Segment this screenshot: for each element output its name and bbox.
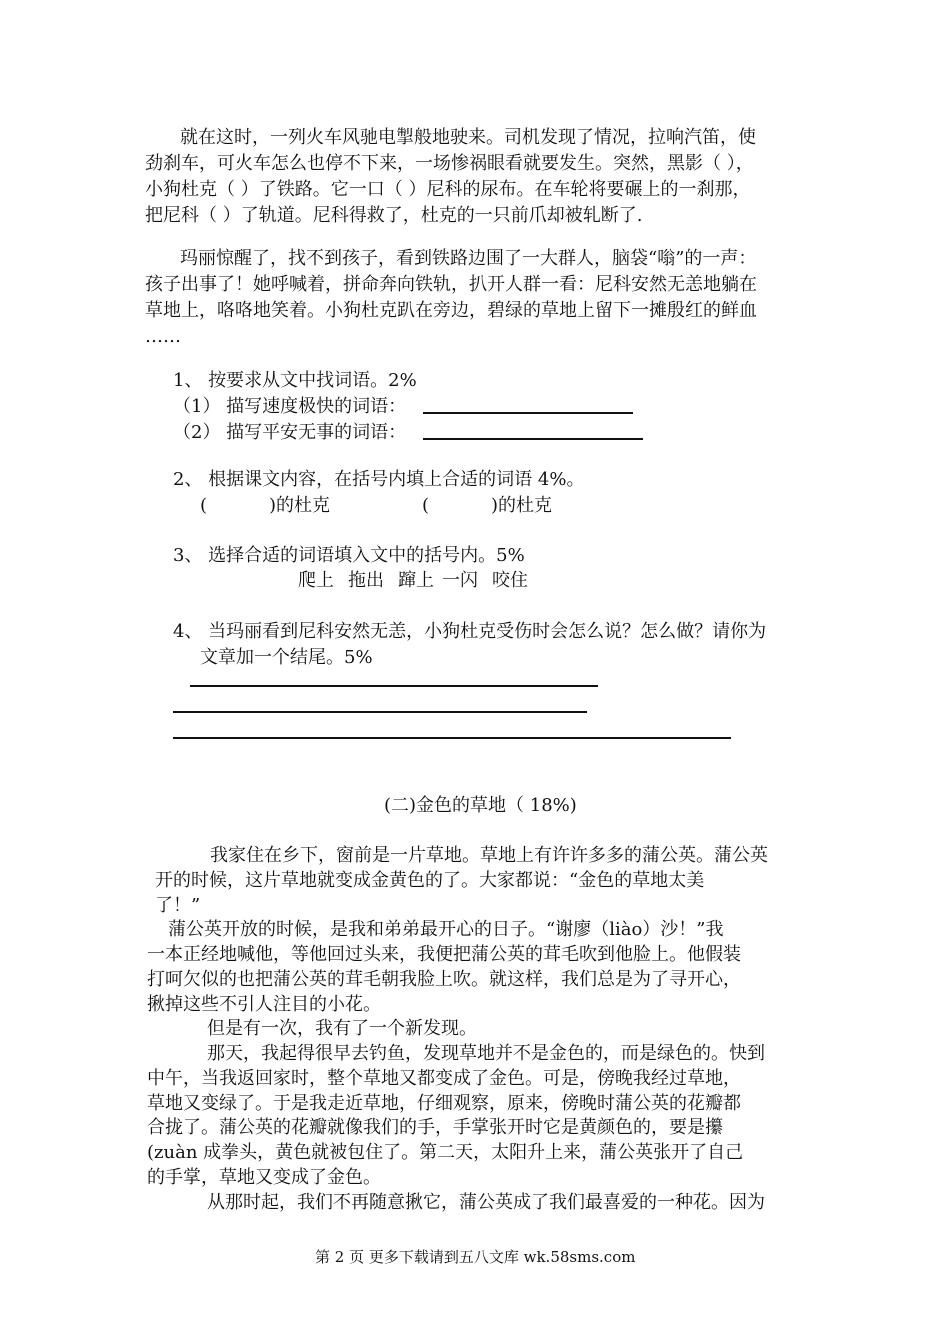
passage1-line: 草地上，咯咯地笑着。小狗杜克趴在旁边，碧绿的草地上留下一摊殷红的鲜血 [145, 300, 757, 321]
question-4-title: 4、 当玛丽看到尼科安然无恙，小狗杜克受伤时会怎么说？怎么做？请你为 [173, 621, 767, 642]
word-options [298, 568, 528, 594]
section-2-line: 一本正经地喊他，等他回过头来，我便把蒲公英的茸毛吹到他脸上。他假装 [147, 944, 741, 965]
question-2-title: 2、 根据课文内容，在括号内填上合适的词语 4%。 [173, 469, 585, 490]
section-2-line: (zuàn 成拳头，黄色就被包住了。第二天，太阳升上来，蒲公英张开了自己 [147, 1142, 744, 1163]
answer-line-4c[interactable] [173, 737, 731, 739]
page-footer: 第 2 页 更多下载请到五八文库 wk.58sms.com [315, 1248, 636, 1266]
question-1-title: 1、 按要求从文中找词语。2% [173, 370, 417, 391]
passage1-line: 把尼科（ ）了轨道。尼科得救了，杜克的一只前爪却被轧断了. [145, 205, 643, 226]
section-2-line: 的手掌，草地又变成了金色。 [147, 1167, 381, 1188]
word-option: 咬住 [492, 570, 528, 591]
section-2-line: 从那时起，我们不再随意揪它，蒲公英成了我们最喜爱的一种花。因为 [207, 1192, 765, 1213]
passage1-line: …… [145, 326, 181, 347]
answer-line-4a[interactable] [190, 685, 598, 687]
blank-close: )的杜克 [269, 495, 331, 516]
section-2-line: 了！” [155, 895, 201, 916]
section-2-line: 但是有一次，我有了一个新发现。 [207, 1018, 477, 1039]
passage1-line: 小狗杜克（ ）了铁路。它一口（ ）尼科的尿布。在车轮将要碾上的一刹那， [145, 179, 751, 200]
question-4-title-cont: 文章加一个结尾。5% [200, 647, 373, 668]
section-2-line: 揪掉这些不引人注目的小花。 [147, 994, 381, 1015]
word-option: 拖出 [348, 570, 384, 591]
section-2-line: 我家住在乡下，窗前是一片草地。草地上有许许多多的蒲公英。蒲公英 [210, 845, 768, 866]
answer-line-1a[interactable] [423, 412, 633, 414]
word-option: 爬上 [298, 570, 334, 591]
section-2-line: 合拢了。蒲公英的花瓣就像我们的手，手掌张开时它是黄颜色的，要是攥 [147, 1117, 723, 1138]
section-2-heading: (二)金色的草地（ 18%) [384, 795, 577, 816]
question-2-blank-2[interactable] [422, 493, 552, 519]
section-2-line: 蒲公英开放的时候，是我和弟弟最开心的日子。“谢廖（liào）沙！”我 [168, 919, 724, 940]
passage1-line: 就在这时，一列火车风驰电掣般地驶来。司机发现了情况，拉响汽笛，使 [180, 127, 756, 148]
section-2-line: 草地又变绿了。于是我走近草地，仔细观察，原来，傍晚时蒲公英的花瓣都 [147, 1093, 741, 1114]
blank-close: )的杜克 [491, 495, 553, 516]
question-2-blank-1[interactable] [200, 493, 330, 519]
question-3-title: 3、 选择合适的词语填入文中的括号内。5% [173, 545, 525, 566]
blank-open: ( [200, 495, 208, 516]
blank-open: ( [422, 495, 430, 516]
section-2-line: 中午，当我返回家时，整个草地又都变成了金色。可是，傍晚我经过草地， [147, 1068, 741, 1089]
answer-line-1b[interactable] [423, 438, 643, 440]
section-2-line: 打呵欠似的也把蒲公英的茸毛朝我脸上吹。就这样，我们总是为了寻开心， [147, 969, 741, 990]
section-2-line: 开的时候，这片草地就变成金黄色的了。大家都说：“金色的草地太美 [155, 870, 705, 891]
passage1-line: 玛丽惊醒了，找不到孩子，看到铁路边围了一大群人，脑袋“嗡”的一声： [180, 248, 757, 269]
answer-line-4b[interactable] [173, 711, 587, 713]
word-option: 蹿上 [398, 570, 434, 591]
passage1-line: 劲刹车，可火车怎么也停不下来，一场惨祸眼看就要发生。突然，黑影（ ）， [145, 153, 754, 174]
word-option: 一闪 [442, 570, 478, 591]
question-1a-label: （1） 描写速度极快的词语： [173, 396, 407, 417]
passage1-line: 孩子出事了！她呼喊着，拼命奔向铁轨，扒开人群一看：尼科安然无恙地躺在 [145, 274, 757, 295]
question-1b-label: （2） 描写平安无事的词语： [173, 422, 407, 443]
section-2-line: 那天，我起得很早去钓鱼，发现草地并不是金色的，而是绿色的。快到 [207, 1043, 765, 1064]
